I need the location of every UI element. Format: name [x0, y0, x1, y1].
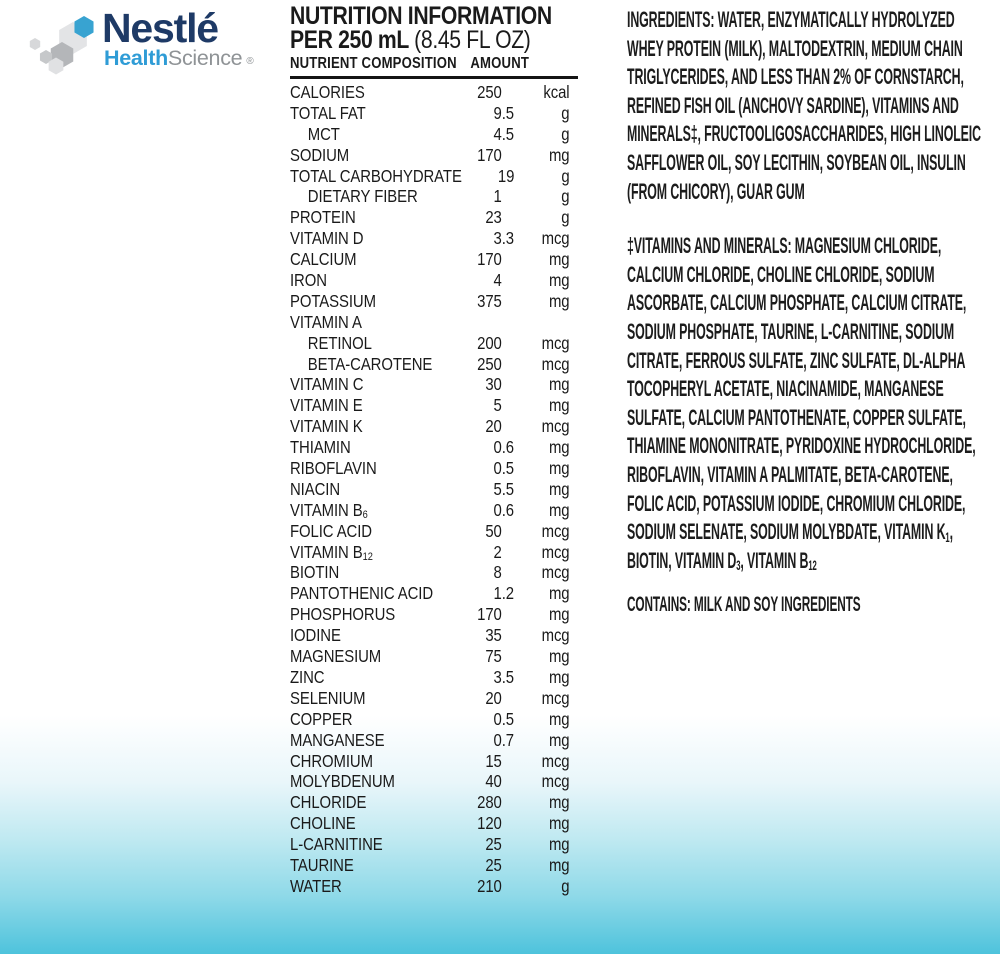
table-row [290, 625, 578, 646]
nutrient-unit [515, 312, 578, 333]
nutrient-amount: 75 [485, 646, 502, 667]
table-header [290, 55, 578, 79]
nutrient-name: RIBOFLAVIN [290, 458, 377, 479]
vitamins-minerals-paragraph [627, 232, 987, 575]
nutrient-unit: mg [548, 374, 570, 395]
hexagon-cluster-icon [28, 14, 106, 84]
table-row [290, 521, 578, 542]
nutrient-amount-fraction [502, 855, 516, 876]
table-row [290, 500, 578, 521]
nutrient-amount-fraction [502, 270, 516, 291]
panel-title: NUTRITION INFORMATION [290, 2, 552, 30]
table-row [290, 458, 578, 479]
nutrient-unit: mcg [541, 228, 570, 249]
nutrient-amount-fraction [502, 688, 516, 709]
table-row [290, 813, 578, 834]
nutrient-unit: mg [548, 604, 570, 625]
serving-size-regular: (8.45 FL OZ) [414, 26, 531, 54]
nutrient-amount: 210 [477, 875, 502, 896]
nutrient-amount: 8 [493, 562, 502, 583]
nutrient-name: CHOLINE [290, 813, 356, 834]
nutrient-name: L-CARNITINE [290, 834, 383, 855]
nutrient-amount: 0 [493, 499, 502, 520]
nutrient-name: THIAMIN [290, 437, 351, 458]
nutrient-name: PANTOTHENIC ACID [290, 583, 433, 604]
nutrient-amount-fraction: .6 [501, 437, 515, 458]
nutrient-amount-fraction: .5 [501, 102, 515, 123]
nutrient-unit: g [561, 165, 570, 186]
nutrient-amount: 20 [485, 416, 502, 437]
nutrient-unit: mg [548, 395, 570, 416]
table-row [290, 730, 578, 751]
nutrient-amount [437, 312, 501, 333]
nutrient-unit: mcg [541, 750, 570, 771]
nutrient-amount: 3 [493, 228, 502, 249]
table-row [290, 834, 578, 855]
table-row [290, 82, 578, 103]
table-row [290, 249, 578, 270]
nutrient-unit: mg [548, 458, 570, 479]
column-header-nutrient: NUTRIENT COMPOSITION [290, 55, 457, 72]
nutrient-name: MANGANESE [290, 729, 385, 750]
nutrient-amount: 15 [485, 750, 502, 771]
nutrient-name: VITAMIN A [290, 311, 362, 332]
nutrient-amount-fraction [502, 312, 516, 333]
nutrient-name: MAGNESIUM [290, 646, 382, 667]
nutrient-unit: mg [548, 583, 570, 604]
nutrient-amount: 280 [477, 792, 502, 813]
nutrient-name: MOLYBDENUM [290, 771, 395, 792]
nutrient-unit: g [561, 207, 570, 228]
nutrient-amount: 19 [497, 165, 515, 186]
nutrient-unit: mg [548, 792, 570, 813]
nutrient-amount: 0 [493, 458, 502, 479]
vitamins-minerals-label: ‡VITAMINS AND MINERALS: [627, 233, 792, 259]
nutrient-name: COPPER [290, 708, 353, 729]
serving-size [290, 28, 578, 52]
nutrient-name: FOLIC ACID [290, 520, 372, 541]
nutrient-amount-fraction [502, 395, 516, 416]
nutrient-name: POTASSIUM [290, 290, 376, 311]
nutrient-unit: mg [548, 270, 570, 291]
nutrient-amount: 1 [493, 186, 502, 207]
nutrient-amount-fraction: .3 [501, 228, 515, 249]
nutrient-amount-fraction: .6 [501, 499, 515, 520]
nutrient-unit: g [561, 123, 570, 144]
nutrient-unit: mcg [541, 520, 570, 541]
nutrient-name: CHROMIUM [290, 750, 373, 771]
nutrient-name: IODINE [290, 625, 341, 646]
nutrient-amount: 170 [477, 604, 502, 625]
nutrient-amount-fraction [502, 646, 516, 667]
table-row [290, 270, 578, 291]
table-row [290, 145, 578, 166]
nutrient-unit: mg [548, 666, 570, 687]
table-row [290, 437, 578, 458]
nutrient-amount-fraction [502, 249, 516, 270]
nutrient-amount-fraction [502, 145, 516, 166]
nutrient-amount: 30 [485, 374, 502, 395]
nutrient-amount-fraction [502, 751, 516, 772]
nutrient-amount: 2 [493, 541, 502, 562]
nutrient-name: RETINOL [307, 332, 372, 353]
serving-size-bold: PER 250 mL [290, 26, 409, 54]
allergen-statement: CONTAINS: MILK AND SOY INGREDIENTS [627, 593, 861, 617]
nutrient-amount: 1 [493, 583, 502, 604]
nutrient-unit: mg [548, 729, 570, 750]
table-row [290, 709, 578, 730]
nutrient-unit: mg [548, 499, 570, 520]
nutrient-name: SODIUM [290, 144, 350, 165]
nutrient-unit: mcg [541, 625, 570, 646]
nutrient-amount: 5 [493, 478, 502, 499]
nutrient-amount: 4 [493, 270, 502, 291]
nutrient-amount-fraction: .2 [501, 583, 515, 604]
nutrient-name: VITAMIN $B_{12}$ [290, 541, 373, 563]
nutrient-amount-fraction [502, 876, 516, 897]
table-row [290, 374, 578, 395]
ingredients-label: INGREDIENTS: [627, 7, 715, 32]
nutrient-unit: mg [548, 854, 570, 875]
nutrient-name: CHLORIDE [290, 792, 367, 813]
nutrient-unit: mg [548, 834, 570, 855]
table-row [290, 604, 578, 625]
nutrient-amount: 250 [477, 353, 502, 374]
nutrient-unit: mg [548, 144, 570, 165]
nutrient-name: TOTAL FAT [290, 102, 366, 123]
table-row [290, 186, 578, 207]
nutrient-amount-fraction [502, 291, 516, 312]
nutrient-unit: mcg [541, 416, 570, 437]
registered-mark: ® [246, 56, 254, 67]
nutrient-name: VITAMIN D [290, 228, 364, 249]
table-row [290, 855, 578, 876]
table-row [290, 124, 578, 145]
nutrient-amount-fraction [502, 416, 516, 437]
nutrient-unit: mg [548, 437, 570, 458]
nutrient-amount: 5 [493, 395, 502, 416]
nutrient-amount-fraction [502, 834, 516, 855]
nutrient-amount: 0 [493, 729, 502, 750]
nutrient-amount: 375 [477, 290, 502, 311]
nutrient-amount: 20 [485, 687, 502, 708]
table-row [290, 542, 578, 563]
nutrient-name: DIETARY FIBER [307, 186, 418, 207]
table-row [290, 751, 578, 772]
nutrient-amount-fraction [502, 604, 516, 625]
table-row [290, 646, 578, 667]
column-header-amount: AMOUNT [470, 55, 530, 72]
nutrient-amount-fraction [502, 354, 516, 375]
ingredients-column [627, 6, 993, 620]
table-row [290, 667, 578, 688]
nutrient-amount-fraction [502, 186, 516, 207]
table-row [290, 771, 578, 792]
vitamins-minerals-text: MAGNESIUM CHLORIDE, CALCIUM CHLORIDE, CHOLINE CHLORIDE, SODIUM ASCORBATE, CALCIUM PHOSPHATE, CALCIUM CITRATE, SODIUM PHOSPHATE, TAURINE, L-CARNITINE, SODIUM CITRATE, FERROUS SULFATE, ZINC SULFATE, DL-ALPHA TOCOPHERYL ACETATE, NIACINAMIDE, MANGANESE SULFATE, CALCIUM PANTOTHENATE, COPPER SULFATE, THIAMINE MONONITRATE, PYRIDOXINE HYDROCHLORIDE, RIBOFLAVIN, VITAMIN A PALMITATE, BETA-CAROTENE, FOLIC ACID, POTASSIUM IODIDE, CHROMIUM CHLORIDE, SODIUM SELENATE, SODIUM MOLYBDATE, VITAMIN $K_1$, BIOTIN, VITAMIN $D_3$, VITAMIN $B_{12}$ [627, 233, 976, 574]
nutrient-amount: 9 [493, 102, 502, 123]
nutrient-amount-fraction [502, 521, 516, 542]
nutrient-name: SELENIUM [290, 687, 366, 708]
ingredients-text: WATER, ENZYMATICALLY HYDROLYZED WHEY PROTEIN (MILK), MALTODEXTRIN, MEDIUM CHAIN TRIGLYCERIDES, AND LESS THAN 2% OF CORNSTARCH, REFINED FISH OIL (ANCHOVY SARDINE), VITAMINS AND MINERALS‡, FRUCTOOLIGOSACCHARIDES, HIGH LINOLEIC SAFFLOWER OIL, SOY LECITHIN, SOYBEAN OIL, INSULIN (FROM CHICORY), GUAR GUM [627, 7, 981, 204]
nutrient-amount: 200 [477, 332, 502, 353]
nutrient-amount-fraction [502, 562, 516, 583]
table-row [290, 562, 578, 583]
nutrient-unit: g [561, 186, 570, 207]
table-row [290, 207, 578, 228]
nutrient-unit: mcg [541, 541, 570, 562]
nutrient-unit: mcg [541, 562, 570, 583]
table-row [290, 312, 578, 333]
table-row [290, 583, 578, 604]
nutrient-amount: 35 [485, 625, 502, 646]
nutrient-unit: mcg [541, 771, 570, 792]
nutrient-name: TAURINE [290, 854, 354, 875]
nutrient-unit: mg [548, 249, 570, 270]
nutrient-unit: mg [548, 813, 570, 834]
nutrient-amount-fraction [502, 207, 516, 228]
subbrand-science: Science [167, 46, 243, 70]
table-row [290, 228, 578, 249]
nutrient-amount: 0 [493, 437, 502, 458]
nutrient-unit: mg [548, 290, 570, 311]
nutrient-amount: 0 [493, 708, 502, 729]
nutrient-unit: kcal [543, 82, 570, 102]
table-row [290, 166, 578, 187]
table-row [290, 395, 578, 416]
nutrient-unit: mg [548, 708, 570, 729]
nutrient-name: VITAMIN K [290, 416, 363, 437]
nutrient-unit: g [561, 875, 570, 896]
nutrient-name: VITAMIN $B_6$ [290, 499, 368, 521]
table-row [290, 103, 578, 124]
nutrient-unit: mcg [541, 687, 570, 708]
nutrient-amount-fraction [502, 374, 516, 395]
nutrient-amount: 170 [477, 144, 502, 165]
nutrient-name: TOTAL CARBOHYDRATE [290, 165, 462, 186]
nutrient-amount: 4 [493, 123, 502, 144]
brand-wordmark: Nestlé [102, 5, 218, 51]
nutrient-unit: g [561, 102, 570, 123]
nutrition-panel [290, 4, 580, 897]
subbrand-health: Health [104, 46, 168, 70]
nutrient-amount: 23 [485, 207, 502, 228]
table-row [290, 354, 578, 375]
subbrand-wordmark [104, 46, 253, 74]
ingredients-paragraph [627, 6, 987, 206]
nutrient-table [290, 82, 578, 897]
table-row [290, 792, 578, 813]
table-row [290, 688, 578, 709]
nutrient-name: IRON [290, 270, 327, 291]
nestle-healthscience-logo [28, 6, 278, 86]
nutrient-amount-fraction: .5 [501, 478, 515, 499]
nutrient-unit: mcg [541, 332, 570, 353]
nutrient-unit: mg [548, 646, 570, 667]
nutrient-amount-fraction [502, 333, 516, 354]
nutrient-amount: 25 [485, 854, 502, 875]
nutrient-name: BIOTIN [290, 562, 340, 583]
nutrient-name: VITAMIN E [290, 395, 363, 416]
nutrient-name: BETA-CAROTENE [307, 353, 433, 374]
nutrient-unit: mcg [541, 353, 570, 374]
nutrient-amount-fraction [502, 542, 516, 563]
nutrient-amount: 40 [485, 771, 502, 792]
nutrient-amount-fraction: .5 [501, 123, 515, 144]
nutrient-amount-fraction: .5 [501, 708, 515, 729]
nutrient-name: ZINC [290, 666, 325, 687]
nutrient-name: PHOSPHORUS [290, 604, 396, 625]
nutrient-name: WATER [290, 875, 342, 896]
nutrient-amount: 120 [477, 813, 502, 834]
nutrient-amount-fraction [502, 625, 516, 646]
nutrient-name: VITAMIN C [290, 374, 364, 395]
nutrient-name: CALORIES [290, 82, 365, 102]
table-row [290, 876, 578, 897]
nutrient-name: CALCIUM [290, 249, 357, 270]
nutrient-amount: 250 [477, 82, 502, 102]
nutrient-name: NIACIN [290, 478, 340, 499]
nutrient-amount-fraction [502, 771, 516, 792]
table-row [290, 291, 578, 312]
table-row [290, 416, 578, 437]
table-row [290, 479, 578, 500]
nutrient-amount: 25 [485, 834, 502, 855]
nutrient-amount: 170 [477, 249, 502, 270]
nutrient-amount-fraction [502, 813, 516, 834]
nutrient-amount-fraction [514, 166, 525, 187]
table-row [290, 333, 578, 354]
nutrient-amount: 50 [485, 520, 502, 541]
nutrient-unit: mg [548, 478, 570, 499]
nutrient-amount-fraction [502, 792, 516, 813]
nutrient-amount-fraction: .5 [501, 458, 515, 479]
nutrient-name: MCT [307, 123, 340, 144]
nutrient-name: PROTEIN [290, 207, 356, 228]
nutrient-amount-fraction [502, 82, 516, 103]
nutrient-amount: 3 [493, 666, 502, 687]
nutrient-amount-fraction: .7 [501, 729, 515, 750]
nutrient-amount-fraction: .5 [501, 666, 515, 687]
